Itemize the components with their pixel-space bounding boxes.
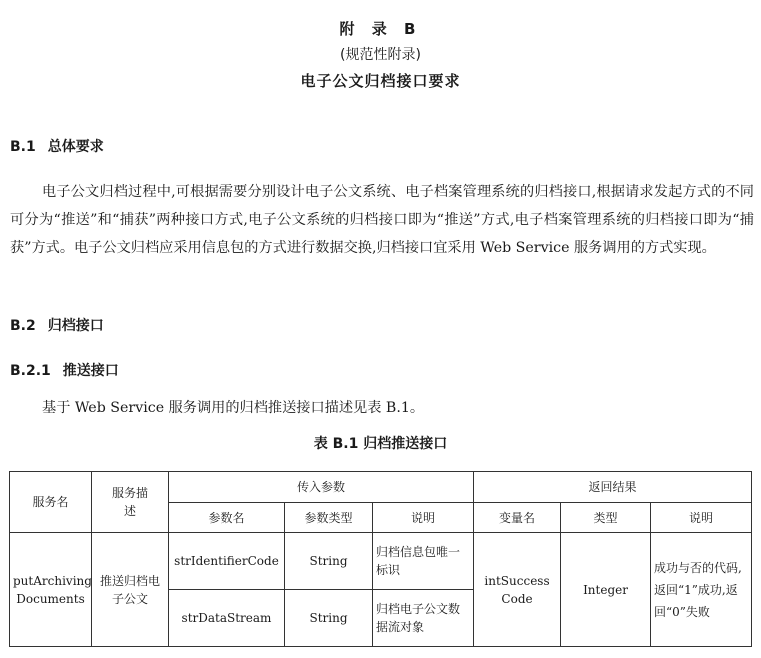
cell-ret-desc: 成功与否的代码,返回“1”成功,返回“0”失败	[651, 533, 752, 647]
section-b21-heading	[10, 360, 119, 380]
table-caption: 表 B.1 归档推送接口	[313, 436, 448, 452]
cell-ret-type: Integer	[561, 533, 651, 647]
section-b1-paragraph: 电子公文归档过程中,可根据需要分别设计电子公文系统、电子档案管理系统的归档接口,根据请求发起方式的不同可分为“推送”和“捕获”两种接口方式,电子公文系统的归档接口即为“推送”方式,电子档案管理系统的归档接口即为“捕获”方式。电子公文归档应采用信息包的方式进行数据交换,归档接口宜采用 Web Service 服务调用的方式实现。	[10, 184, 754, 256]
section-b2-heading	[10, 315, 104, 335]
cell-param-desc-1: 归档信息包唯一标识	[373, 533, 474, 590]
header-param-name: 参数名	[169, 503, 285, 533]
section-b2-title: 归档接口	[47, 318, 104, 334]
section-b21-number: B.2.1	[10, 363, 51, 379]
cell-service-desc: 推送归档电子公文	[92, 533, 169, 647]
section-b21-title: 推送接口	[62, 363, 119, 379]
section-b1-heading	[10, 136, 104, 156]
section-b21-text: 基于 Web Service 服务调用的归档推送接口描述见表 B.1。	[42, 400, 425, 416]
header-ret-desc: 说明	[651, 503, 752, 533]
push-interface-table	[9, 471, 752, 647]
section-b1-title: 总体要求	[47, 139, 104, 155]
cell-param-desc-2: 归档电子公文数据流对象	[373, 590, 474, 647]
header-param-type: 参数类型	[285, 503, 373, 533]
header-param-desc: 说明	[373, 503, 474, 533]
header-var-name: 变量名	[474, 503, 561, 533]
header-ret-type: 类型	[561, 503, 651, 533]
header-service-name: 服务名	[10, 472, 92, 533]
cell-param-type-2: String	[285, 590, 373, 647]
header-service-desc: 服务描述	[92, 472, 169, 533]
table-row	[10, 533, 752, 590]
header-input-params: 传入参数	[169, 472, 474, 503]
cell-param-name-2: strDataStream	[169, 590, 285, 647]
section-b1-number: B.1	[10, 139, 36, 155]
cell-param-name-1: strIdentifierCode	[169, 533, 285, 590]
cell-var-name: intSuccess Code	[474, 533, 561, 647]
appendix-label: 附 录 B	[339, 20, 422, 38]
appendix-title: 电子公文归档接口要求	[300, 72, 461, 90]
section-b2-number: B.2	[10, 318, 36, 334]
cell-param-type-1: String	[285, 533, 373, 590]
header-return-result: 返回结果	[474, 472, 752, 503]
cell-service-name: putArchiving Documents	[10, 533, 92, 647]
appendix-type: (规范性附录)	[340, 47, 421, 63]
